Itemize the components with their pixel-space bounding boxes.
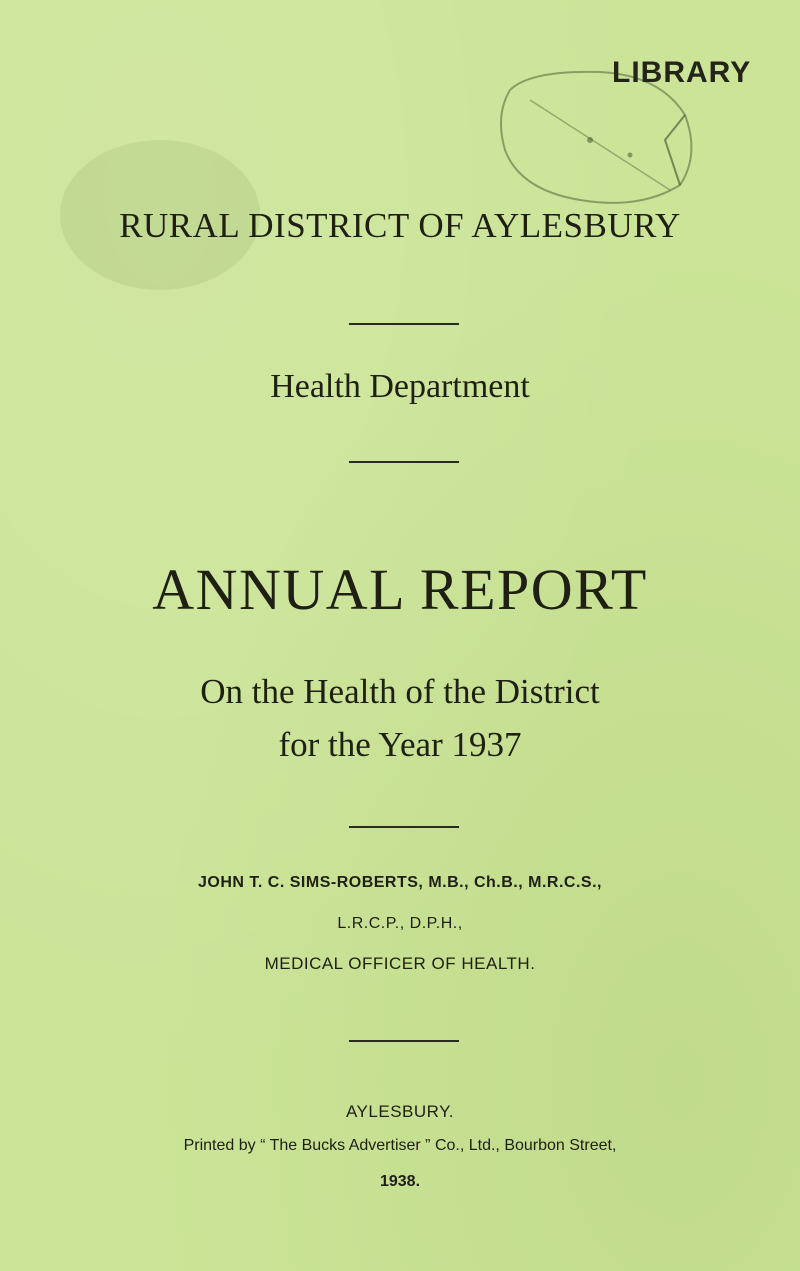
department-name: Health Department [270,368,530,405]
district-title: RURAL DISTRICT OF AYLESBURY [119,206,681,245]
imprint-year: 1938. [379,1173,421,1190]
divider-2 [349,461,459,463]
divider-1 [349,323,459,325]
imprint-printer: Printed by “ The Bucks Advertiser ” Co., Ltd., Bourbon Street, [183,1137,617,1154]
author-qualifications: L.R.C.P., D.P.H., [337,915,463,932]
library-stamp-label: LIBRARY [612,56,752,89]
divider-3 [349,826,459,828]
author-role: MEDICAL OFFICER OF HEALTH. [264,954,536,973]
report-subtitle-line-2: for the Year 1937 [278,725,522,764]
divider-4 [349,1040,459,1042]
report-subtitle-line-1: On the Health of the District [200,672,600,711]
imprint-place: AYLESBURY. [345,1102,454,1121]
author-name: JOHN T. C. SIMS-ROBERTS, M.B., Ch.B., M.R.C.S., [198,874,602,891]
report-title: ANNUAL REPORT [152,557,648,622]
